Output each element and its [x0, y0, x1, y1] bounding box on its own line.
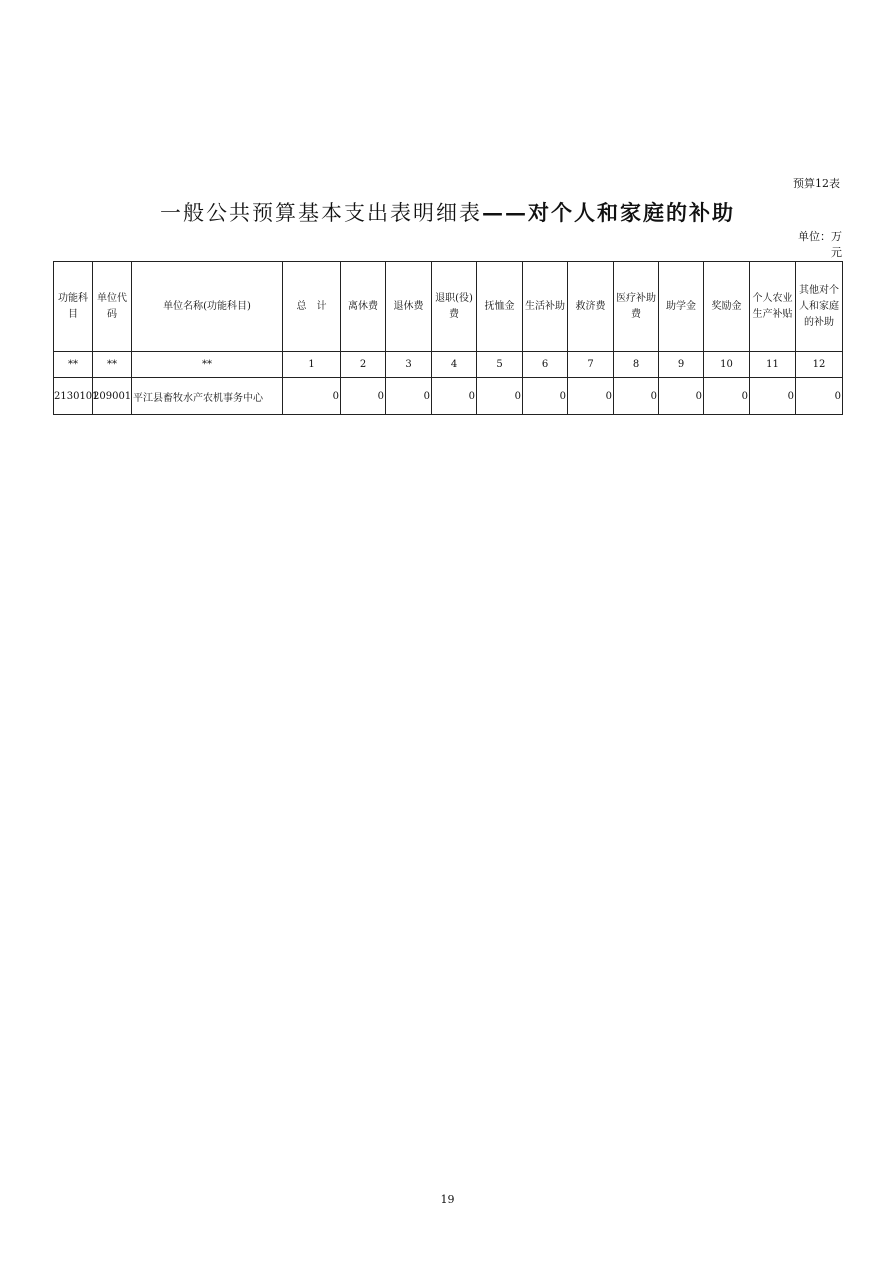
index-cell: 10 [704, 352, 750, 378]
value-cell: 0 [796, 378, 843, 415]
subsidy-table [53, 261, 843, 415]
value-cell: 0 [341, 378, 386, 415]
index-cell: 6 [523, 352, 568, 378]
form-number: 预算12表 [793, 177, 840, 190]
header-row [54, 262, 843, 352]
header-cell: 助学金 [659, 262, 704, 352]
header-cell: 奖励金 [704, 262, 750, 352]
header-cell: 抚恤金 [477, 262, 523, 352]
index-cell: ** [93, 352, 132, 378]
header-cell: 单位名称(功能科目) [132, 262, 283, 352]
value-cell: 0 [283, 378, 341, 415]
unit-line-2: 元 [831, 246, 842, 259]
value-cell: 0 [614, 378, 659, 415]
header-cell: 单位代码 [93, 262, 132, 352]
value-cell: 0 [568, 378, 614, 415]
header-cell: 救济费 [568, 262, 614, 352]
index-cell: 12 [796, 352, 843, 378]
header-cell: 医疗补助费 [614, 262, 659, 352]
table-row [54, 378, 843, 415]
index-cell: 4 [432, 352, 477, 378]
value-cell: 0 [523, 378, 568, 415]
index-cell: 9 [659, 352, 704, 378]
index-row [54, 352, 843, 378]
index-cell: 7 [568, 352, 614, 378]
value-cell: 0 [477, 378, 523, 415]
value-cell: 0 [659, 378, 704, 415]
unit-line-1: 单位：万 [798, 230, 842, 243]
value-cell: 0 [704, 378, 750, 415]
index-cell: 3 [386, 352, 432, 378]
index-cell: 1 [283, 352, 341, 378]
value-cell: 0 [432, 378, 477, 415]
header-cell: 退职(役)费 [432, 262, 477, 352]
value-cell: 0 [386, 378, 432, 415]
index-cell: 8 [614, 352, 659, 378]
header-cell: 个人农业生产补贴 [750, 262, 796, 352]
function-code-cell: 2130101 [54, 378, 93, 415]
index-cell: 11 [750, 352, 796, 378]
header-cell: 功能科目 [54, 262, 93, 352]
header-cell: 其他对个人和家庭的补助 [796, 262, 843, 352]
header-cell: 总 计 [283, 262, 341, 352]
header-cell: 退休费 [386, 262, 432, 352]
title-suffix: ——对个人和家庭的补助 [482, 200, 735, 225]
page-number: 19 [440, 1193, 455, 1206]
unit-label [782, 229, 842, 261]
title-main: 一般公共预算基本支出表明细表 [160, 201, 482, 225]
header-cell: 生活补助 [523, 262, 568, 352]
index-cell: 5 [477, 352, 523, 378]
page-title [0, 197, 895, 227]
unit-name-cell: 平江县畜牧水产农机事务中心 [132, 378, 283, 415]
unit-code-cell: 209001 [93, 378, 132, 415]
header-cell: 离休费 [341, 262, 386, 352]
index-cell: ** [132, 352, 283, 378]
index-cell: 2 [341, 352, 386, 378]
value-cell: 0 [750, 378, 796, 415]
index-cell: ** [54, 352, 93, 378]
